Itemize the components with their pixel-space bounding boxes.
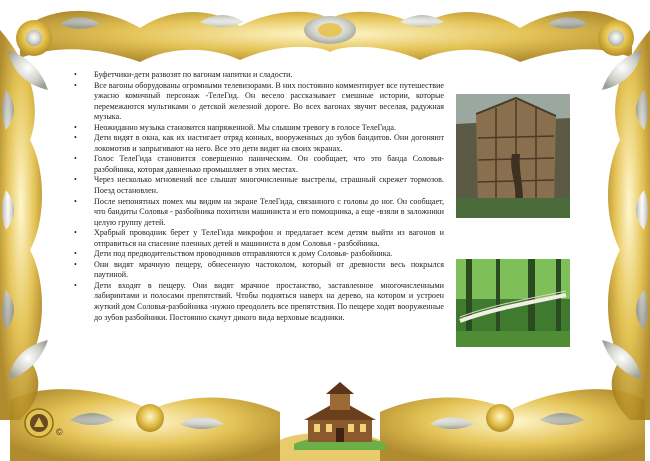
bullet-icon: • xyxy=(74,175,77,185)
list-item-text: Дети входят в пещеру. Они видят мрачное простанство, заставленное многочисленными лабиринтами и полосами препятствий. Чтобы подняться наверх на дерево, на котором и устроен жуткий дом Соловья-разбойника -нужно преодолеть все препятствия. По пещере ходят вооруженные до зубов разбойники. Постоянно скачут дикого вида верховые всадники. xyxy=(94,280,444,322)
list-item-text: Храбрый проводник берет у ТелеГида микрофон и предлагает всем детям выйти из вагонов и отправиться на спасение пленных детей и машиниста в дом Соловья - разбойника. xyxy=(94,228,444,248)
wooden-house-illustration xyxy=(294,382,386,450)
list-item-text: Через несколько мгновений все слышат многочисленные выстрелы, страшный скрежет тормозов. Поезд остановлен. xyxy=(94,175,444,196)
list-item-text: Все вагоны оборудованы огромными телевизорами. В них постоянно комментирует все путешествие ужасно комичный персонаж -ТелеГид. Он весело рассказывает смешные истории, которые перемежаются мультиками о детской железной дороге. Во всех вагонах звучит веселая, радужная музыка. xyxy=(94,80,444,122)
list-item xyxy=(72,197,444,229)
list-item-text: Буфетчики-дети развозят по вагонам напитки и сладости. xyxy=(94,70,293,79)
text-content xyxy=(72,70,444,323)
logo-badge xyxy=(24,408,54,438)
list-item xyxy=(72,81,444,123)
list-item-text: Голос ТелеГида становится совершенно паническим. Он сообщает, что это банда Соловья-разбойника, которая давненько промышляет в этих местах. xyxy=(94,154,444,174)
list-item-text: Неожиданно музыка становится напряженной. Мы слышим тревогу в голосе ТелеГида. xyxy=(94,122,396,132)
bullet-icon: • xyxy=(74,122,77,132)
list-item xyxy=(72,70,444,81)
bullet-icon: • xyxy=(74,259,77,269)
list-item-text: Они видят мрачную пещеру, обнесенную частоколом, который от древности весь покрылся паутиной. xyxy=(94,259,444,280)
list-item-text: После непонятных помех мы видим на экране ТелеГида, связанного с головы до ног. Он сообщает, что бандиты Соловья - разбойника похитили машиниста и его помощника, а еще -взяли в заложники целую группу детей. xyxy=(94,196,444,227)
list-item xyxy=(72,281,444,323)
bullet-icon: • xyxy=(74,228,77,238)
frame-left-border xyxy=(0,30,48,420)
bullet-icon: • xyxy=(74,196,77,206)
bullet-list xyxy=(72,70,444,323)
bullet-icon: • xyxy=(74,133,77,143)
list-item xyxy=(72,260,444,281)
treehouse-photo xyxy=(456,94,570,218)
bullet-icon: • xyxy=(74,249,77,259)
bullet-icon: • xyxy=(74,280,77,290)
bullet-icon: • xyxy=(74,154,77,164)
list-item xyxy=(72,154,444,175)
forest-bridge-photo xyxy=(456,259,570,347)
frame-right-border xyxy=(602,30,650,420)
list-item-text: Дети под предводительством проводников отправляются к дому Соловья- разбойника. xyxy=(94,249,393,259)
bullet-icon: • xyxy=(74,70,77,79)
bullet-icon: • xyxy=(74,80,77,90)
list-item xyxy=(72,249,444,260)
list-item xyxy=(72,175,444,196)
list-item xyxy=(72,133,444,154)
list-item xyxy=(72,123,444,134)
frame-top-border xyxy=(20,11,632,62)
list-item-text: Дети видят в окна, как их настигает отряд конных, вооруженных до зубов бандитов. Они догоняют локомотив и запрыгивают на него. Все это дети видят на своих экранах. xyxy=(94,133,444,153)
copyright-mark: © xyxy=(56,427,63,437)
list-item xyxy=(72,228,444,249)
